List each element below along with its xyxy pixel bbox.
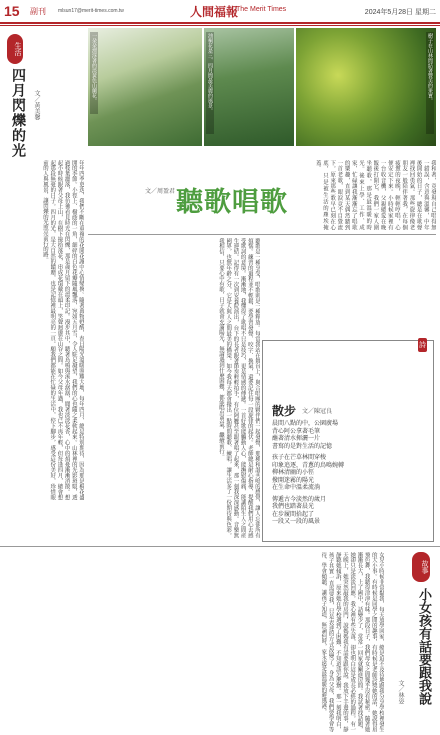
divider [88, 234, 436, 235]
poem-line: 撥開迷霧的陽光 [272, 476, 315, 484]
poem-line: 我們也踏著晨光 [272, 503, 315, 510]
poem-line: 背心阿公拿著毛筆 [272, 427, 321, 435]
newspaper-logo-en: The Merit Times [236, 6, 287, 13]
poem-line: 一段又一段的風景 [272, 518, 321, 525]
poem-lines [272, 420, 426, 526]
poem-byline: 文／陳冠良 [302, 408, 333, 415]
photo-tree-fruits [296, 28, 436, 146]
photo-tung-blossom [204, 28, 294, 146]
photo-flowers [88, 28, 202, 146]
feature-body-main: 聽歌是一種享受，唱歌則是一種釋放。每當我站在舞台上，與合唱團的夥伴們一起發聲，那種和諧共鳴的感覺，讓人忘卻所有煩惱。練習的過程並不輕鬆，要學習發聲、咬字、換氣，還要記住每一段旋律的起伏。老師總是耐心指導，提醒我們用心去感受歌詞的意境。漸漸地，我懂得了歌唱不只是技巧，更是情感的傳遞。一首好歌能觸動人心，能撫慰傷痛，能讓陌生人之間產生連結。記得有一次到安養院演出，台下的長者跟著節奏輕輕拍手，有位阿嬤甚至跟著唱了起來，那一刻我深深感動。音樂無國界，也無年齡之分，它是人與人之間最美的橋梁。如今我每天都會撥出一點時間聽歌、練唱，讓生活多了一份期待與色彩。我相信，只要心中有歌，日子就會充滿陽光，無論遇到什麼困難，都能唱出勇氣，繼續前行。 [217, 238, 260, 538]
poem-line: 柳林清幽的小徑 [272, 469, 315, 476]
poem-line: 印象追逐，青蔥的鳥鳴婉轉 [272, 461, 345, 469]
feature-body-top: 我和著，竟發現自己唱得無一錯誤，含意與溫馨，中年後開始的日子，總是在歌聲裡找回勇氣。那些旋律像老朋友一般陪伴著我，在每個疲憊的夜晚，輕輕哼唱，心便安定下來。小時候家裡有一台收音機，父親總愛在晚飯後打開它，我們一家人圍坐聽歌，那是最溫暖的時光。後來上學、工作、成家，忙碌讓我漸漸忘了唱歌的樂趣，直到某天偶然聽到一首老歌，眼淚竟不自覺流下。原來那些歌早已刻在心底，只是被生活的塵埃掩蓋。 [314, 160, 436, 230]
poem-line: 在步履間拾起了 [272, 510, 315, 518]
bottom-section-tag-text: 故事 [421, 560, 429, 574]
feature-byline: 文／周盈君 [145, 188, 176, 195]
poem-title: 散步 [272, 404, 297, 418]
issue-date: 2024年5月28日 星期二 [364, 9, 436, 16]
poem-line: 蘸著清水揮灑一片 [272, 435, 321, 442]
article-title: 四月閃爍的光 [10, 68, 26, 158]
section-label: 副刊 [30, 7, 46, 16]
bottom-article-title: 小女孩有話要跟我說 [416, 588, 431, 705]
poem-line: 晨間八點的中，公園廣場 [272, 420, 339, 427]
bottom-section-tag [412, 552, 430, 582]
newspaper-logo: 人間福報 [190, 5, 239, 19]
contact-email: mlsun17@merit-times.com.tw [58, 8, 124, 14]
section-tag [7, 34, 23, 64]
article-body: 年年四季更迭，我們不斷在重複的花開花謝中心情變換。隨著萬物甦醒，春日陽光溫暖照耀大地，每年四月，總是特別期待，因為那是桐花盛開的季節。小徑上、樹蔭的一角，細碎的白色花瓣隨風飄落，宛如五月雪，令人駐足凝望，我們的心也隨之柔軟起來。山林裡的光影斑駁，透過枝葉灑落，我彷彿看見時光在閃爍，那是歲月留下的溫柔印記。漫步其中，聽著鳥鳴與溪水潺潺，聞著淡淡花香，心中的煩憂漸漸消散。想起小時候跟著父母上山，在樹下撿拾落花，串成花環戴在頭上，笑聲迴盪在山谷之間。如今父母年邁，我也已不再年輕，但每逢四月，總會想起那段無憂的日子。四月的光，是大自然的饋贈，也是記憶裡最明亮的一頁。願我們都能在忙碌的生活中，停下腳步，感受這份美好，珍惜眼前的人與風景，讓閃爍的光照亮前行的路。 [41, 160, 84, 500]
poem-line: 孩子在芒草林間穿梭 [272, 454, 327, 461]
poem-line: 書寫的是對生活的記憶 [272, 442, 333, 450]
bottom-article-body: 女兒小時候非常黏我，每天放學回家，總是迫不及待地跟我分享學校裡發生的大小事。有時候是同學之間的趣事，有時候是老師誇獎她的話，她說得眉飛色舞，我聽得津津有味。那段日子，我們母女之間幾乎沒有秘密。隨著她漸漸長大，上了國中，話變少了，常常一回家就關進房間。我試著找話題，她卻只是淡淡回應。我心裡有些失落，卻也明白這是成長必經的過程。有一天晚上，她突然敲我的房門，說媽媽我有話要跟你說。我放下手邊的事，靜靜聽她傾訴，原來她在學校遇到了困難，不知道該怎麼辦。那一刻我明白，孩子其實一直需要我，只是表達的方式改變了。身為父母，我們要學會等待，學會傾聽，讓孩子知道，無論何時，家永遠是最溫暖的避風港。 [320, 552, 384, 732]
poem-badge: 詩 [418, 338, 427, 352]
photo-caption: 樹子在山林間結著豐美的果實。 [426, 32, 434, 134]
feature-title: 聽歌唱歌 [176, 187, 288, 218]
photo-caption: 油桐花是三、四月間最美麗的風景。 [206, 32, 214, 134]
divider [0, 546, 440, 547]
poem-line: 傳遞古今淡然的歲月 [272, 495, 327, 503]
page-number: 15 [4, 3, 20, 19]
article-byline: 文／黃美馨 [33, 90, 40, 120]
photo-caption: 一朵朵漂浮著的淡黃色山蘭花。 [90, 32, 98, 114]
poem-line: 在生命中溫柔流淌 [272, 484, 321, 491]
bottom-article-byline: 文／林姿 [397, 680, 404, 704]
section-tag-text: 生活 [14, 42, 22, 56]
masthead-rule [0, 25, 440, 26]
